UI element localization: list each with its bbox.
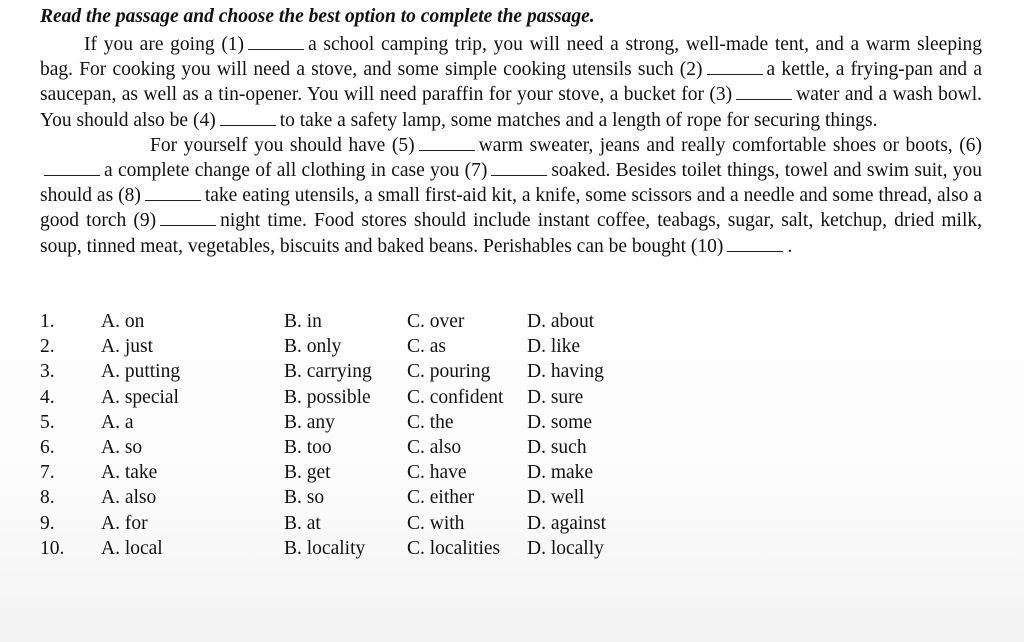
option-b: B. so <box>284 487 325 509</box>
blank-10 <box>727 250 783 252</box>
option-d: D. against <box>527 512 607 534</box>
option-c: C. as <box>407 336 446 358</box>
answer-options <box>40 309 660 561</box>
option-d: D. about <box>527 311 595 332</box>
passage-text: soaked. Besides toilet things, towel and swim suit, you should as (8) <box>40 160 982 207</box>
question-number: 6. <box>40 436 55 458</box>
option-row <box>40 359 660 384</box>
option-b: B. any <box>284 411 335 433</box>
passage-text: a school camping trip, you will need a strong, well-made tent, and a warm sleeping bag. For cooking you will need a stove, and some simple cooking utensils such (2) <box>40 34 982 81</box>
option-c: C. the <box>407 411 454 433</box>
option-d: D. make <box>527 462 594 484</box>
blank-6 <box>44 174 100 176</box>
passage <box>40 32 982 259</box>
blank-5 <box>419 149 475 151</box>
blank-2 <box>707 73 763 75</box>
option-a: A. just <box>101 336 154 358</box>
option-c: C. with <box>407 512 465 534</box>
question-number: 9. <box>40 512 55 534</box>
option-a: A. take <box>101 462 158 484</box>
option-b: B. too <box>284 436 332 458</box>
blank-4 <box>220 124 276 126</box>
option-row <box>40 511 660 536</box>
option-c: C. pouring <box>407 361 491 383</box>
option-a: A. local <box>101 537 163 559</box>
option-a: A. on <box>101 311 145 332</box>
option-row <box>40 410 660 435</box>
option-b: B. locality <box>284 537 366 559</box>
option-row <box>40 485 660 510</box>
passage-text: If you are going (1) <box>84 34 245 55</box>
passage-text: . <box>787 235 793 257</box>
option-b: B. carrying <box>284 361 372 383</box>
option-d: D. such <box>527 436 587 458</box>
passage-text: water and a wash bowl. You should also be (4) <box>40 84 982 131</box>
option-d: D. having <box>527 361 604 383</box>
question-number: 1. <box>40 311 55 332</box>
option-row <box>40 536 660 561</box>
option-b: B. in <box>284 311 322 332</box>
option-a: A. special <box>101 386 179 408</box>
blank-3 <box>736 98 792 100</box>
option-c: C. have <box>407 462 467 484</box>
option-d: D. sure <box>527 386 584 408</box>
blank-7 <box>491 174 547 176</box>
option-d: D. some <box>527 411 592 433</box>
option-b: B. possible <box>284 386 371 408</box>
blank-1 <box>248 48 304 50</box>
passage-text: take eating utensils, a small first-aid kit, a knife, some scissors and a needle and some thread, also a good torch (9) <box>40 185 982 232</box>
option-d: D. locally <box>527 537 604 559</box>
option-row <box>40 385 660 410</box>
option-row <box>40 435 660 460</box>
question-number: 5. <box>40 411 55 433</box>
option-c: C. either <box>407 487 475 509</box>
paragraph-1 <box>40 32 982 133</box>
blank-8 <box>145 199 201 201</box>
passage-text: For yourself you should have (5) <box>150 134 415 156</box>
option-d: D. well <box>527 487 585 509</box>
question-number: 8. <box>40 487 55 509</box>
passage-text: warm sweater, jeans and really comfortable shoes or boots, (6) <box>478 134 982 156</box>
question-number: 7. <box>40 462 55 484</box>
blank-9 <box>160 224 216 226</box>
question-number: 10. <box>40 537 65 559</box>
option-a: A. a <box>101 411 134 433</box>
option-a: A. so <box>101 436 143 458</box>
passage-text: a complete change of all clothing in case you (7) <box>104 160 488 182</box>
passage-text: night time. Food stores should include instant coffee, teabags, sugar, salt, ketchup, dried milk, soup, tinned meat, vegetables, biscuits and baked beans. Perishables can be bought (10) <box>40 210 983 257</box>
option-a: A. putting <box>101 361 181 383</box>
option-d: D. like <box>527 336 581 358</box>
option-a: A. for <box>101 512 148 534</box>
question-number: 4. <box>40 386 55 408</box>
paragraph-2 <box>40 133 982 259</box>
passage-text: to take a safety lamp, some matches and a length of rope for securing things. <box>279 109 878 131</box>
question-number: 2. <box>40 336 55 358</box>
option-a: A. also <box>101 487 157 509</box>
instruction-heading: Read the passage and choose the best option to complete the passage. <box>40 6 595 27</box>
option-row <box>40 334 660 359</box>
option-b: B. only <box>284 336 342 358</box>
option-b: B. at <box>284 512 321 534</box>
option-b: B. get <box>284 462 331 484</box>
question-number: 3. <box>40 361 55 383</box>
option-c: C. also <box>407 436 462 458</box>
option-c: C. localities <box>407 537 501 559</box>
option-row <box>40 309 660 334</box>
option-c: C. over <box>407 311 465 332</box>
passage-text: a kettle, a frying-pan and a saucepan, as well as a tin-opener. You will need paraffin for your stove, a bucket for (3) <box>40 59 982 106</box>
option-c: C. confident <box>407 386 504 408</box>
option-row <box>40 460 660 485</box>
